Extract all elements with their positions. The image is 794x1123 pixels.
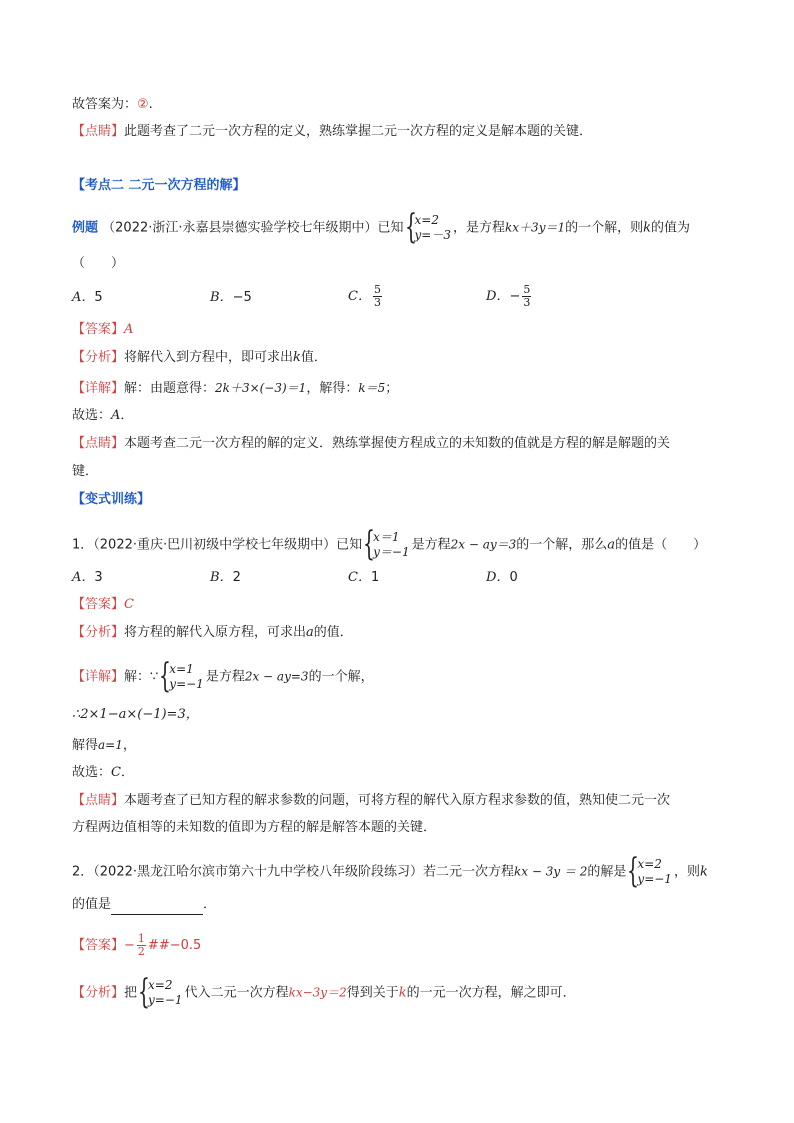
- text-segment: 1．（2022·重庆·巴川初级中学校七年级期中）已知: [72, 537, 363, 553]
- numerator: 5: [373, 283, 381, 296]
- system-row: x=2: [148, 978, 173, 992]
- text-segment: 是方程: [205, 669, 245, 685]
- option-text: −5: [232, 290, 252, 305]
- text-segment: 得到关于: [346, 985, 399, 1001]
- option-letter: A．: [72, 290, 95, 305]
- q1-answer: [72, 595, 134, 615]
- text-segment: 代入二元一次方程: [184, 985, 289, 1001]
- numerator: 5: [523, 283, 531, 296]
- answer-alt: ##−0.5: [147, 938, 202, 953]
- q1-option-a: [72, 568, 103, 588]
- example-analysis: [72, 348, 327, 368]
- example-label: 例题: [72, 220, 99, 236]
- equation: kx − 3y ＝ 2: [514, 864, 588, 879]
- system-row: y=−1: [637, 872, 672, 886]
- denominator: 2: [137, 945, 145, 958]
- answer-value: C: [124, 597, 134, 612]
- text-segment: 的值是（ ）: [615, 537, 707, 553]
- option-text: 5: [94, 290, 103, 305]
- example-detail: [72, 378, 398, 399]
- system-row: x=2: [414, 213, 439, 227]
- dianjing-tag: 【点睛】: [72, 436, 125, 451]
- q1-dianjing: [72, 791, 670, 811]
- numerator: 1: [137, 932, 145, 945]
- q2-answer: [72, 933, 201, 958]
- analysis-tag: 【分析】: [72, 350, 125, 365]
- variable: a: [607, 537, 616, 553]
- system-row: y=−1: [169, 677, 204, 691]
- text-segment: 的值为: [651, 220, 691, 236]
- option-c: [348, 284, 384, 309]
- option-d: [486, 284, 533, 309]
- result: k＝5: [358, 381, 386, 395]
- text-segment: 故选：: [72, 765, 112, 780]
- system-row: x=2: [637, 857, 662, 871]
- system-row: x=1: [169, 662, 194, 676]
- analysis-tag: 【分析】: [72, 985, 125, 1001]
- text-segment: 的一个解，那么: [516, 537, 608, 553]
- text-segment: 值．: [300, 350, 327, 365]
- text-segment: 把: [124, 985, 138, 1001]
- q2-analysis: [72, 972, 576, 1012]
- variable: k: [699, 864, 708, 880]
- q1-option-b: [210, 568, 241, 588]
- example-question: [72, 207, 691, 247]
- text-segment: 本题考查了已知方程的解求参数的问题，可将方程的解代入原方程求参数的值，熟知使二元一次: [124, 793, 671, 808]
- example-dianjing-cont: 键．: [72, 464, 99, 479]
- text-segment: 解：由题意得：: [124, 381, 216, 396]
- equation-system: { x=2 y=－3: [404, 207, 451, 247]
- answer-value: ②: [137, 97, 149, 112]
- option-letter: B．: [210, 570, 233, 585]
- analysis-tag: 【分析】: [72, 625, 125, 640]
- text-segment: 的一个解，: [308, 669, 374, 685]
- denominator: 3: [523, 296, 531, 309]
- text-segment: 将解代入到方程中，即可求出: [124, 350, 294, 365]
- option-letter: C．: [348, 570, 371, 585]
- text-segment: ，解得：: [306, 381, 359, 396]
- answer-prefix: 故答案为：: [72, 97, 138, 112]
- answer-suffix: .: [148, 97, 153, 112]
- dianjing-text: 此题考查了二元一次方程的定义，熟练掌握二元一次方程的定义是解本题的关键．: [124, 124, 593, 139]
- sign: −: [509, 289, 521, 304]
- equation-system: { x＝1 y＝−1: [363, 524, 410, 564]
- equation: 2x − ay=3: [244, 669, 309, 684]
- answer-tag: 【答案】: [72, 938, 125, 953]
- example-paren: （ ）: [72, 256, 125, 271]
- choose-value: C: [111, 765, 121, 780]
- text-segment: 2．（2022·黑龙江哈尔滨市第六十九中学校八年级阶段练习）若二元一次方程: [72, 864, 514, 880]
- text-segment: ．: [120, 408, 134, 423]
- option-letter: B．: [210, 290, 233, 305]
- answer-blank[interactable]: [111, 900, 203, 915]
- system-row: x＝1: [373, 530, 400, 544]
- text-segment: 故选：: [72, 408, 112, 423]
- answer-tag: 【答案】: [72, 322, 125, 337]
- variable: k: [643, 220, 652, 236]
- variable: a: [306, 625, 314, 640]
- kaodian-title: 【考点二 二元一次方程的解】: [72, 178, 246, 193]
- equation: kx＋3y＝1: [505, 220, 566, 235]
- option-text: 1: [370, 570, 380, 585]
- q1-choose: [72, 763, 134, 783]
- system-row: y＝−1: [373, 545, 410, 559]
- text-segment: 的值．: [313, 625, 353, 640]
- fraction: [137, 933, 146, 958]
- option-letter: D．: [486, 570, 510, 585]
- denominator: 3: [373, 296, 381, 309]
- q1-question: [72, 524, 707, 564]
- variable: k: [293, 350, 301, 365]
- equation-system: { x=1 y=−1: [159, 656, 204, 696]
- answer-value: A: [124, 322, 134, 337]
- text-segment: 是方程: [411, 537, 451, 553]
- text-segment: ，: [122, 738, 136, 753]
- q1-option-c: [348, 568, 379, 588]
- option-letter: A．: [72, 570, 95, 585]
- text-segment: ．: [120, 765, 134, 780]
- answer-line: [72, 95, 153, 115]
- text-segment: 的一元一次方程，解之即可．: [406, 985, 576, 1001]
- equation: 2x − ay＝3: [450, 537, 517, 552]
- detail-tag: 【详解】: [72, 669, 125, 685]
- choose-value: A: [111, 408, 121, 423]
- text-segment: ，是方程: [453, 220, 506, 236]
- q1-option-d: [486, 568, 518, 588]
- system-row: y=－3: [414, 228, 451, 242]
- text-segment: ，则: [673, 864, 700, 880]
- q1-step2: [72, 735, 136, 756]
- option-text: 3: [94, 570, 103, 585]
- q2-line2: [72, 895, 216, 915]
- option-text: 0: [509, 570, 518, 585]
- text-segment: 本题考查二元一次方程的解的定义．熟练掌握使方程成立的未知数的值就是方程的解是解题的关: [124, 436, 671, 451]
- option-letter: C．: [348, 289, 371, 304]
- example-answer: [72, 320, 133, 340]
- text-segment: 解得: [72, 738, 99, 753]
- example-choose: [72, 406, 133, 426]
- example-source: （2022·浙江·永嘉县崇德实验学校七年级期中）已知: [102, 220, 404, 236]
- detail-tag: 【详解】: [72, 381, 125, 396]
- answer-tag: 【答案】: [72, 597, 125, 612]
- q1-analysis: [72, 623, 353, 643]
- text-segment: 的解是: [587, 864, 627, 880]
- result: a=1: [98, 738, 123, 752]
- text-segment: ．: [203, 897, 217, 912]
- q1-step1: ∴2×1−a×(−1)=3，: [72, 707, 199, 722]
- text-segment: 的值是: [72, 897, 112, 912]
- fraction: [373, 284, 382, 309]
- text-segment: 解：∵: [124, 669, 159, 685]
- equation-system: { x=2 y=−1: [627, 851, 672, 891]
- bianshi-title: 【变式训练】: [72, 492, 151, 507]
- dianjing-line: [72, 122, 592, 142]
- option-a: [72, 288, 103, 308]
- option-letter: D．: [486, 289, 510, 304]
- equation-system: { x=2 y=−1: [138, 972, 183, 1012]
- variable: k: [398, 985, 407, 1001]
- q1-dianjing-cont: 方程两边值相等的未知数的值即为方程的解是解答本题的关键．: [72, 820, 437, 835]
- q1-detail: [72, 656, 374, 696]
- text-segment: 将方程的解代入原方程，可求出: [124, 625, 307, 640]
- fraction: [522, 284, 531, 309]
- sign: −: [124, 938, 135, 953]
- text-segment: 的一个解，则: [565, 220, 644, 236]
- example-dianjing: [72, 434, 670, 454]
- q2-question: [72, 851, 708, 891]
- text-segment: ；: [385, 381, 399, 396]
- equation: 2k＋3×(−3)＝1: [215, 381, 307, 395]
- dianjing-tag: 【点睛】: [72, 124, 125, 139]
- system-row: y=−1: [148, 993, 183, 1007]
- option-b: [210, 288, 252, 308]
- option-text: 2: [232, 570, 241, 585]
- equation: kx−3y＝2: [288, 985, 347, 1000]
- dianjing-tag: 【点睛】: [72, 793, 125, 808]
